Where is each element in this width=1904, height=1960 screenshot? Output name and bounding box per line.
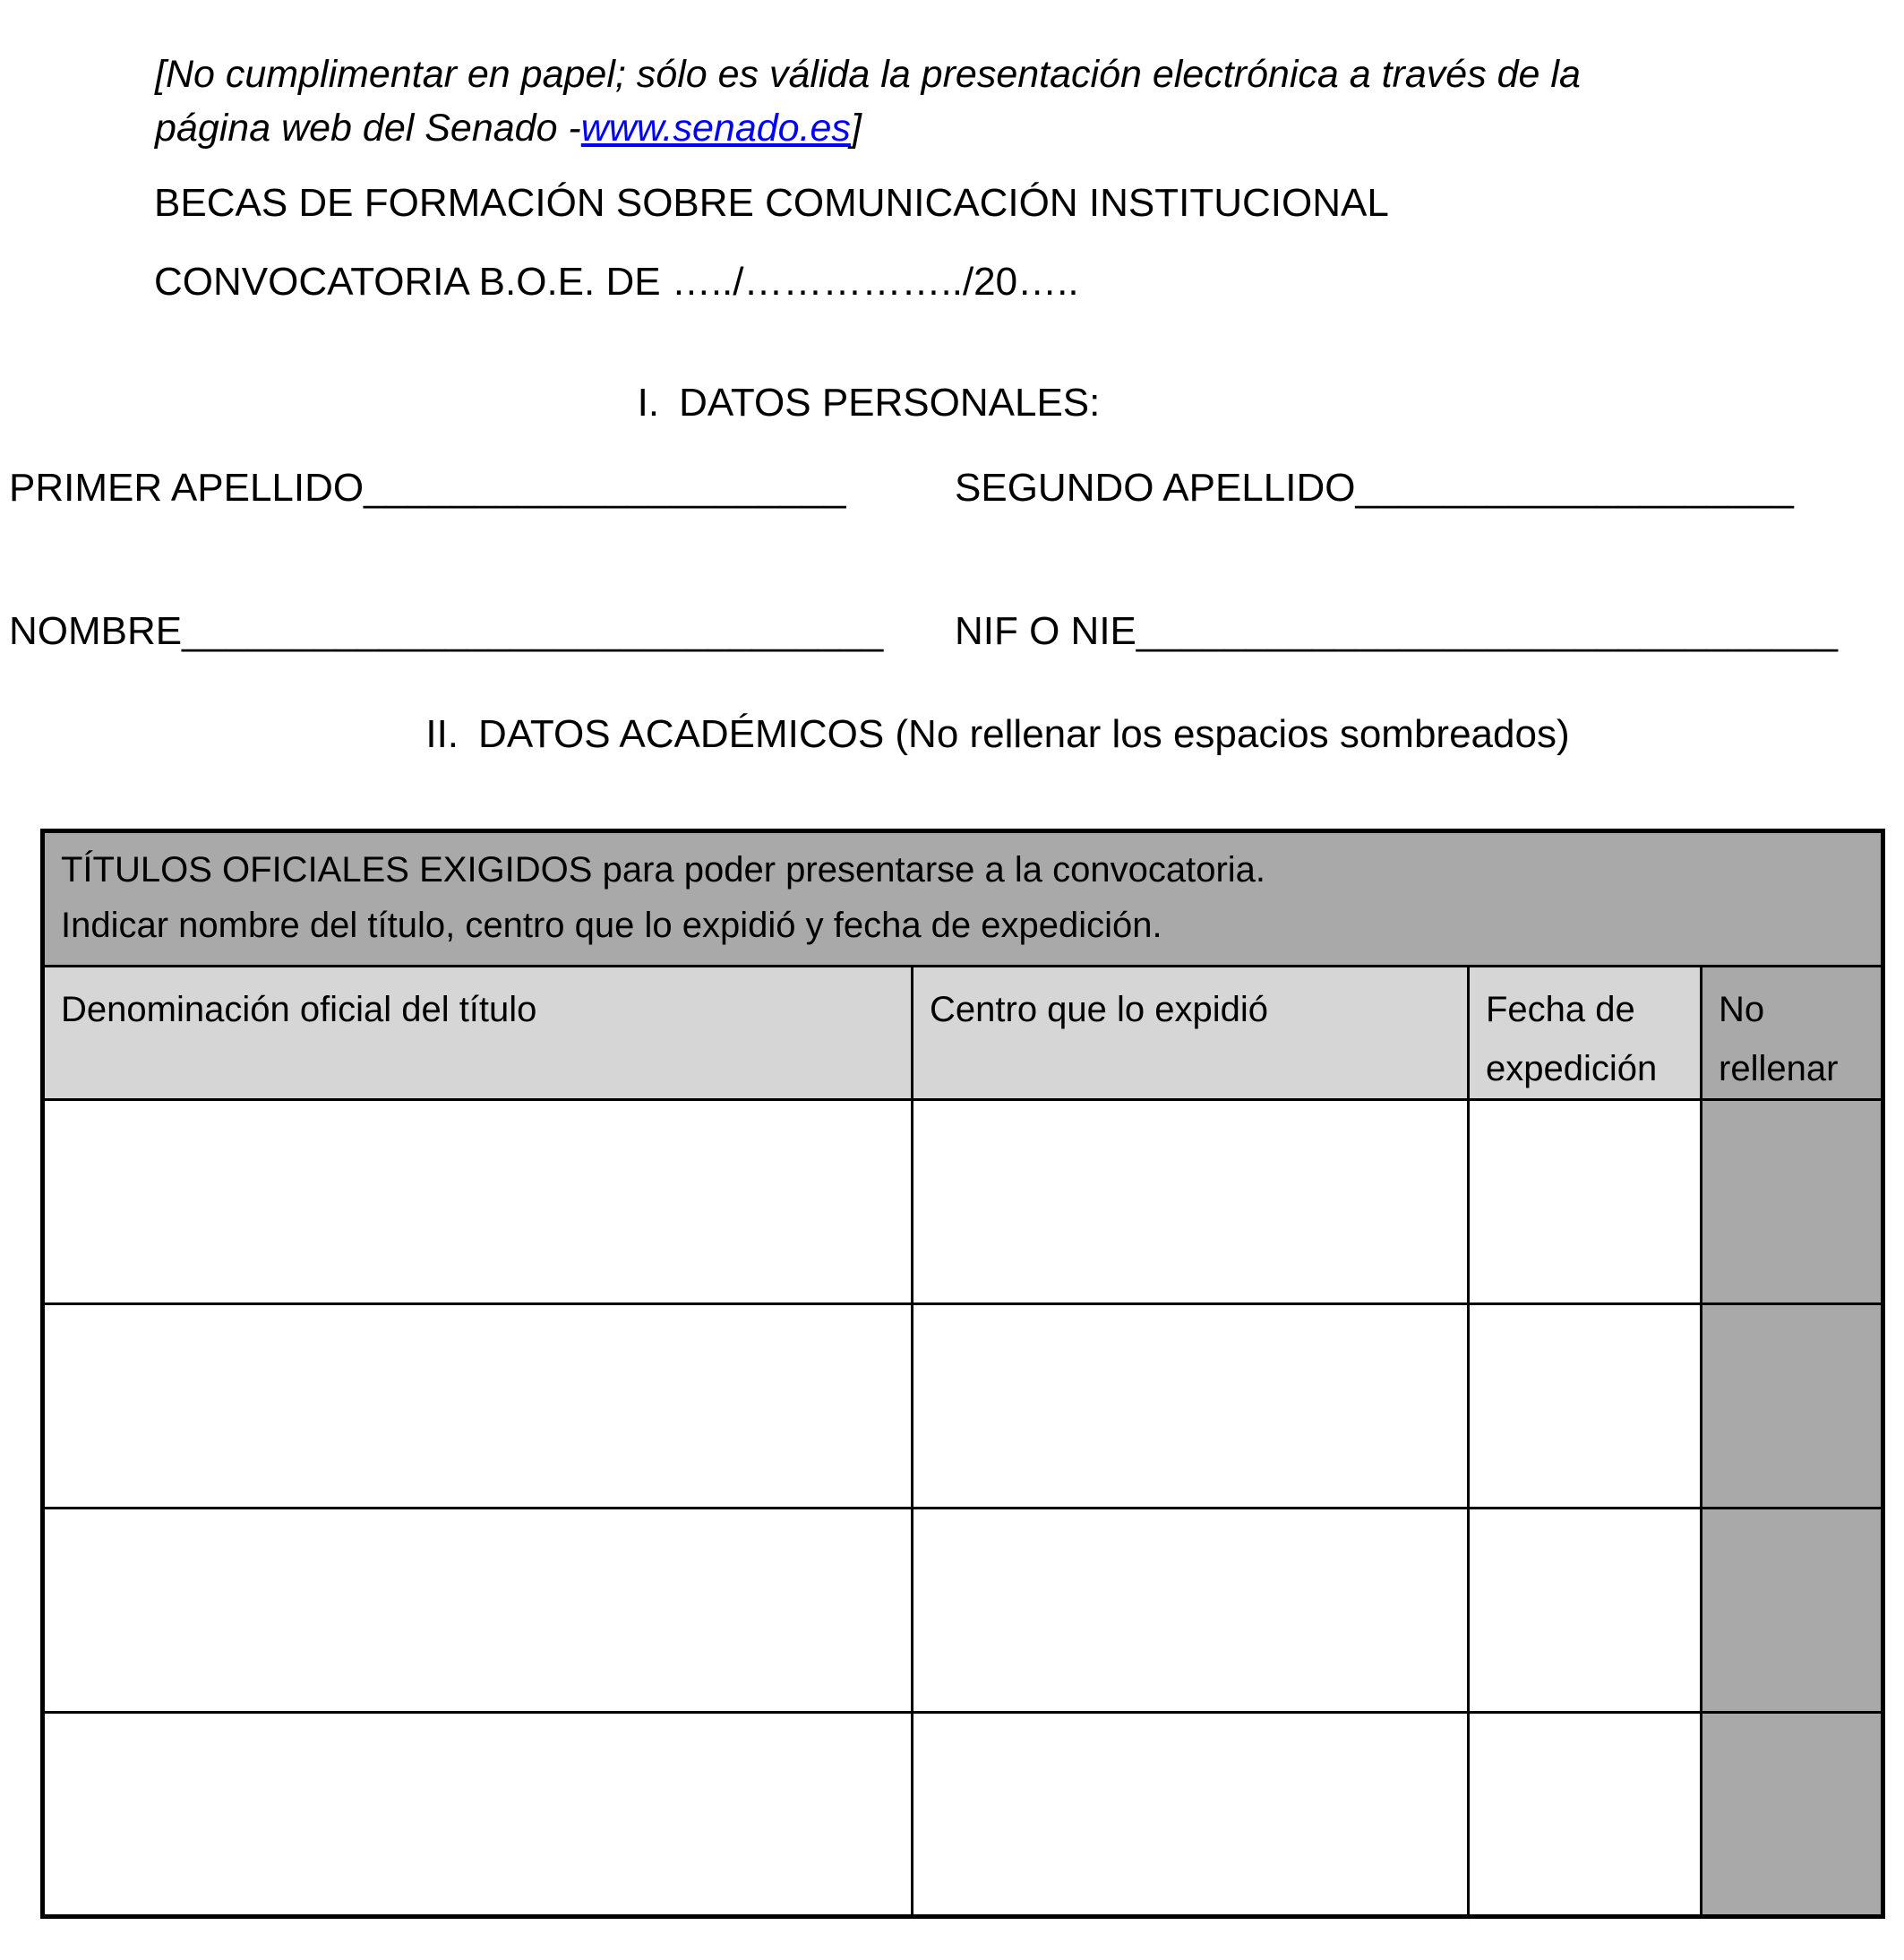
table-caption-cell [43, 831, 1883, 967]
nif-o-nie-label: NIF O NIE [955, 609, 1136, 653]
primer-apellido-line: ______________________ [364, 466, 846, 510]
electronic-submission-notice [155, 47, 1776, 155]
cell-no-rellenar-4 [1702, 1713, 1883, 1917]
section-numeral-1: I. [637, 381, 660, 425]
field-nombre [9, 609, 883, 654]
table-row-4 [43, 1713, 1883, 1917]
cell-fecha-2 [1469, 1304, 1702, 1509]
field-nif-o-nie [955, 609, 1838, 654]
nombre-label: NOMBRE [9, 609, 183, 653]
section-heading-datos-academicos [91, 712, 1904, 757]
table-caption-line1: TÍTULOS OFICIALES EXIGIDOS para poder presentarse a la convocatoria. [61, 850, 1266, 890]
nif-o-nie-line: ________________________________ [1136, 609, 1838, 653]
cell-centro-1 [913, 1100, 1469, 1304]
notice-line1: [No cumplimentar en papel; sólo es válida la presentación electrónica a través de la [155, 53, 1581, 96]
cell-no-rellenar-2 [1702, 1304, 1883, 1509]
table-row-1 [43, 1100, 1883, 1304]
form-title: BECAS DE FORMACIÓN SOBRE COMUNICACIÓN INSTITUCIONAL [154, 181, 1389, 225]
cell-no-rellenar-1 [1702, 1100, 1883, 1304]
cell-centro-3 [913, 1509, 1469, 1713]
column-header-centro: Centro que lo expidió [913, 967, 1469, 1100]
table-row-2 [43, 1304, 1883, 1509]
segundo-apellido-label: SEGUNDO APELLIDO [955, 466, 1356, 510]
field-segundo-apellido [955, 466, 1794, 511]
convocatoria-line: CONVOCATORIA B.O.E. DE …../……………../20….. [154, 260, 1079, 304]
primer-apellido-label: PRIMER APELLIDO [9, 466, 365, 510]
notice-line2-suffix: ] [850, 107, 862, 150]
cell-denominacion-1 [43, 1100, 913, 1304]
cell-fecha-4 [1469, 1713, 1702, 1917]
nombre-line: ________________________________ [182, 609, 884, 653]
column-header-fecha-expedicion: Fecha de expedición [1469, 967, 1702, 1100]
cell-denominacion-2 [43, 1304, 913, 1509]
table-caption-row [43, 831, 1883, 967]
cell-fecha-3 [1469, 1509, 1702, 1713]
segundo-apellido-line: ____________________ [1355, 466, 1794, 510]
section-title-1: DATOS PERSONALES: [679, 381, 1101, 425]
table-header-row [43, 967, 1883, 1100]
field-primer-apellido [9, 466, 846, 511]
notice-line2-prefix: página web del Senado - [155, 107, 581, 150]
cell-centro-4 [913, 1713, 1469, 1917]
column-header-no-rellenar: No rellenar [1702, 967, 1883, 1100]
senado-website-link[interactable]: www.senado.es [580, 107, 851, 150]
section-numeral-2: II. [425, 712, 459, 756]
table-caption-line2: Indicar nombre del título, centro que lo expidió y fecha de expedición. [61, 906, 1162, 945]
cell-fecha-1 [1469, 1100, 1702, 1304]
cell-centro-2 [913, 1304, 1469, 1509]
column-header-denominacion: Denominación oficial del título [43, 967, 913, 1100]
titulos-oficiales-table [40, 829, 1885, 1919]
cell-denominacion-4 [43, 1713, 913, 1917]
cell-no-rellenar-3 [1702, 1509, 1883, 1713]
table-row-3 [43, 1509, 1883, 1713]
cell-denominacion-3 [43, 1509, 913, 1713]
section-title-2: DATOS ACADÉMICOS (No rellenar los espacios sombreados) [478, 712, 1570, 756]
section-heading-datos-personales [0, 381, 1737, 426]
